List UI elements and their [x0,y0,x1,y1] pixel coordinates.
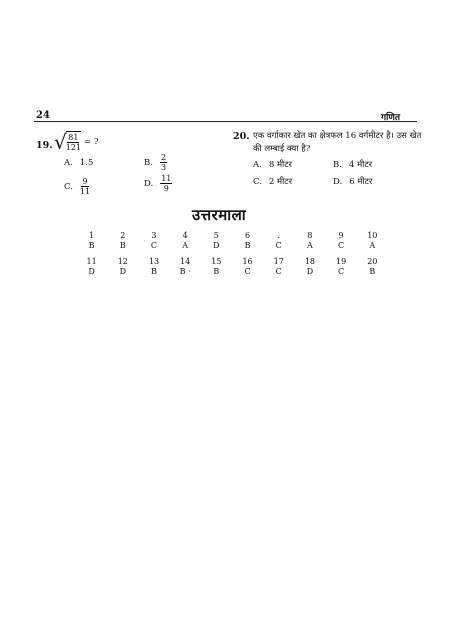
option-label: D. [333,176,343,187]
header-rule [34,121,417,122]
q20-option-b [333,159,372,170]
option-value: 6 मीटर [349,177,373,187]
answer-letter: D [88,267,95,276]
question-number: 4 [182,231,188,240]
page-number: 24 [36,110,50,121]
answer-cell [326,231,357,251]
answer-cell [201,231,232,251]
answer-letter: A [369,241,376,250]
answer-letter: C [275,267,282,276]
answer-cell [170,231,201,251]
question-number: 6 [244,231,251,240]
answer-letter: C [338,267,345,276]
answer-cell [138,257,169,277]
square-root-icon: √ [54,129,67,154]
answer-letter: C [338,241,345,250]
question-number: 3 [151,231,157,240]
question-number: 19 [336,257,347,266]
option-value: 1.5 [79,158,94,168]
denominator: 9 [163,184,169,193]
q19-option-c [64,177,90,196]
answer-row-2 [76,257,388,277]
numerator: 11 [161,174,172,183]
question-number: 1 [89,231,95,240]
option-fraction [160,174,172,193]
answer-cell [76,257,107,277]
q20-option-a [253,159,292,170]
question-number: 8 [307,231,313,240]
answer-cell [138,231,169,251]
answer-letter: B · [179,267,191,276]
answer-letter: D [213,241,220,250]
numerator: 81 [68,133,79,142]
option-fraction [160,153,167,172]
answer-letter: B [244,241,251,250]
denominator: 121 [65,143,82,152]
question-number: 20 [367,257,378,266]
answer-letter: A [182,241,189,250]
answer-letter: C [275,241,282,250]
option-value: 8 मीटर [268,160,292,170]
option-label: A. [64,158,73,168]
option-label: C. [253,176,262,187]
q19-option-d [144,174,172,193]
question-number: 9 [338,231,344,240]
answer-key-title: उत्तरमाला [192,206,247,224]
answer-letter: D [119,267,126,276]
answer-cell [170,257,201,277]
answer-letter: C [150,241,158,250]
question-number: 17 [273,257,284,266]
question-number: 11 [86,257,97,266]
answer-cell [326,257,357,277]
option-fraction [80,177,90,196]
option-label: D. [144,178,154,189]
answer-cell [263,231,294,251]
answer-cell [76,231,107,251]
option-label: C. [64,181,73,192]
q20-option-d [333,176,372,187]
question-number: . [277,231,280,240]
answer-cell [294,257,325,277]
answer-letter: B [88,241,95,250]
question-number: 14 [180,257,191,266]
answer-cell [107,231,138,251]
answer-cell [232,231,263,251]
answer-cell [357,231,388,251]
answer-letter: B [213,267,220,276]
answer-cell [201,257,232,277]
denominator: 3 [160,163,167,172]
option-label: A. [253,159,262,170]
question-number: 15 [211,257,222,266]
answer-cell [357,257,388,277]
question-19-expression [54,131,98,152]
question-number: 10 [367,231,378,240]
question-number: 2 [120,231,126,240]
answer-letter: B [151,267,157,276]
answer-cell [107,257,138,277]
answer-letter: B [119,241,126,250]
question-19-suffix: = ? [84,136,99,147]
option-label: B. [144,157,153,168]
q20-option-c [253,176,292,187]
question-number: 13 [148,257,160,266]
question-20-number: 20. [233,131,250,142]
answer-letter: A [307,241,313,250]
denominator: 11 [79,187,91,196]
q19-option-b [144,153,167,172]
q19-option-a [64,158,93,168]
option-value: 4 मीटर [348,160,373,170]
answer-cell [263,257,294,277]
question-number: 5 [213,231,219,240]
question-number: 18 [304,257,315,266]
answer-letter: D [306,267,314,276]
numerator: 9 [82,177,88,186]
root-fraction [66,131,81,152]
option-label: B. [333,159,342,170]
answer-letter: C [244,267,251,276]
numerator: 2 [160,153,167,162]
answer-row-1 [76,231,388,251]
answer-cell [294,231,325,251]
question-19-number: 19. [36,140,53,151]
subject-title: गणित [380,113,400,123]
answer-letter: B [369,267,376,276]
option-value: 2 मीटर [268,177,293,187]
question-20-text: एक वर्गाकार खेत का क्षेत्रफल 16 वर्गमीटर है। उस खेत की लम्बाई क्या है? [253,131,422,154]
question-number: 16 [242,257,253,266]
question-number: 12 [117,257,128,266]
answer-cell [232,257,263,277]
